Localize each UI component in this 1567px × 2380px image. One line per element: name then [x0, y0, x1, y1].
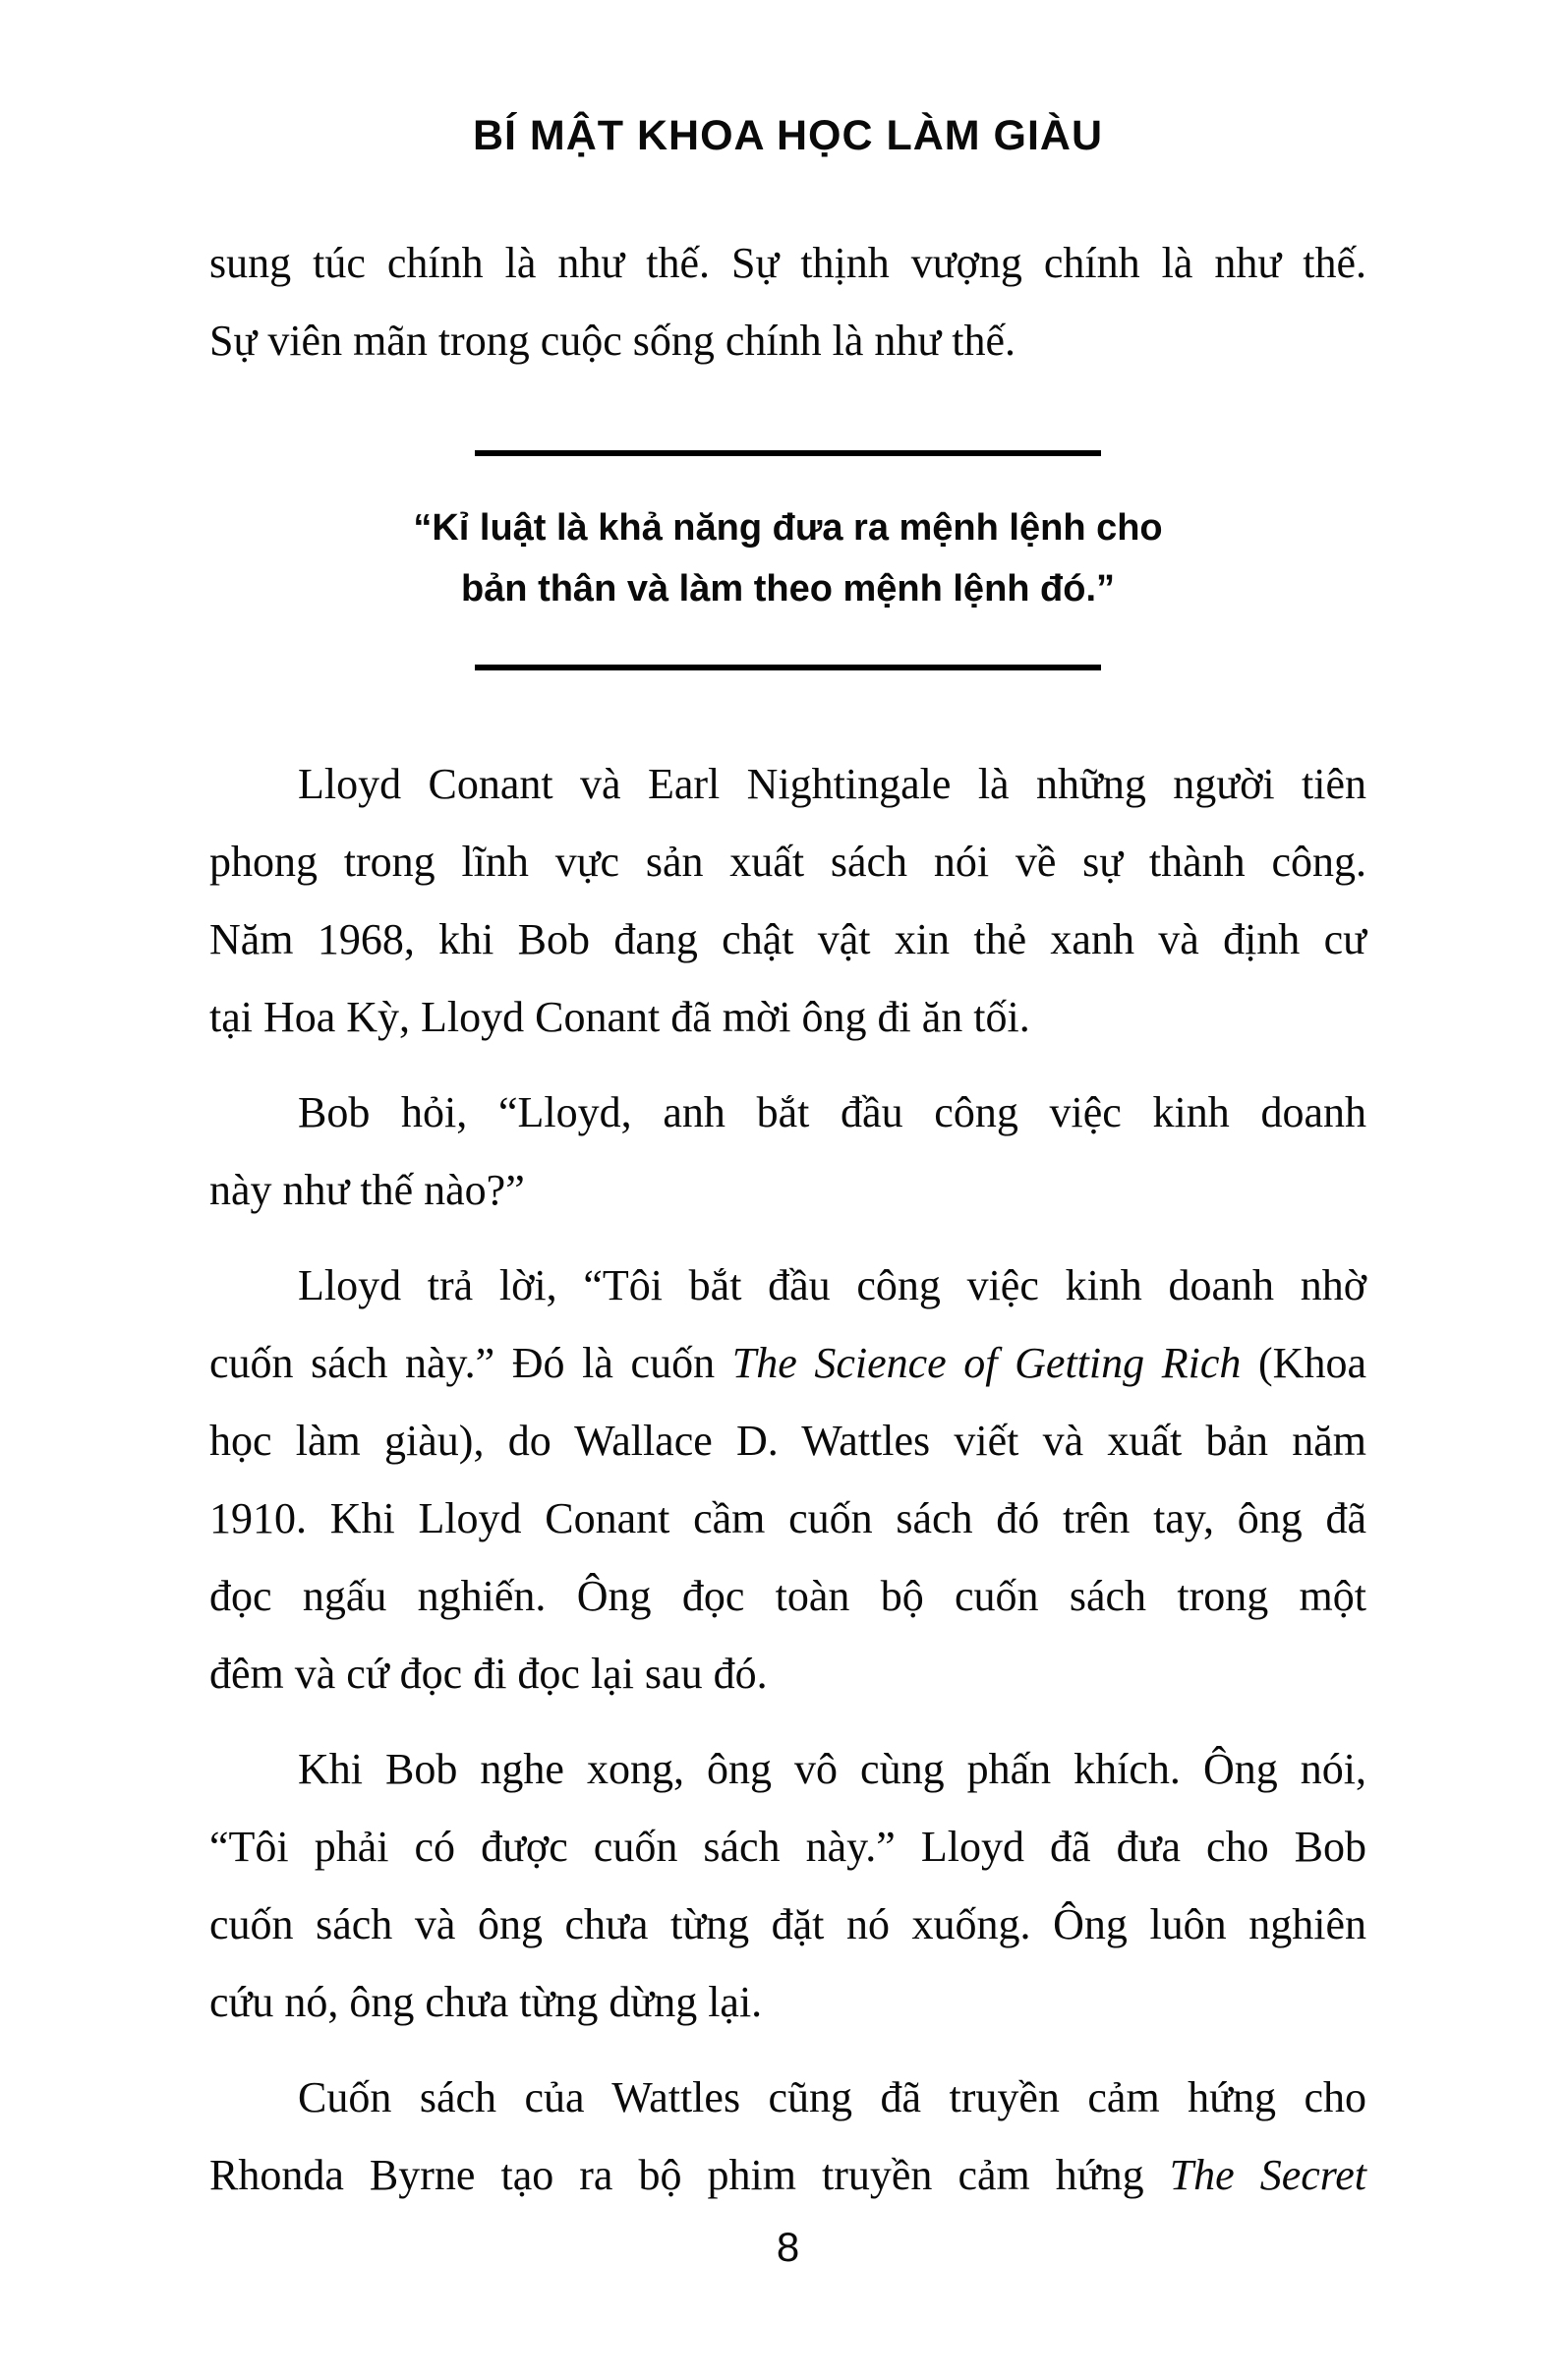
- text-segment: đọc ngấu nghiến. Ông đọc toàn bộ cuốn sách trong một: [209, 1572, 1366, 1620]
- pull-quote: [209, 497, 1366, 619]
- text-line: [209, 1730, 1366, 1808]
- text-segment: “Tôi phải có được cuốn sách này.” Lloyd đã đưa cho Bob: [209, 1823, 1366, 1871]
- text-segment: 1910. Khi Lloyd Conant cầm cuốn sách đó trên tay, ông đã: [209, 1494, 1366, 1542]
- text-line: [209, 1151, 1366, 1229]
- text-line: [209, 1324, 1366, 1402]
- text-segment: cứu nó, ông chưa từng dừng lại.: [209, 1978, 763, 2026]
- running-head-title: BÍ MẬT KHOA HỌC LÀM GIÀU: [472, 112, 1104, 159]
- text-line: [209, 1886, 1366, 1963]
- text-segment: Cuốn sách của Wattles cũng đã truyền cảm hứng cho: [298, 2073, 1366, 2121]
- paragraph: [209, 1074, 1366, 1229]
- text-segment: Lloyd trả lời, “Tôi bắt đầu công việc kinh doanh nhờ: [298, 1261, 1366, 1309]
- text-segment: Lloyd Conant và Earl Nightingale là những người tiên: [298, 760, 1366, 808]
- page-number: 8: [776, 2224, 800, 2270]
- text-line: [209, 1557, 1366, 1635]
- text-line: [209, 900, 1366, 978]
- text-segment: phong trong lĩnh vực sản xuất sách nói về sự thành công.: [209, 838, 1366, 886]
- text-segment: Bob hỏi, “Lloyd, anh bắt đầu công việc kinh doanh: [298, 1088, 1366, 1136]
- pull-quote-line: “Kỉ luật là khả năng đưa ra mệnh lệnh cho: [413, 507, 1163, 549]
- text-line: [209, 1402, 1366, 1480]
- text-line: [209, 1963, 1366, 2041]
- text-line: [209, 224, 1366, 302]
- quote-rule-top: [475, 450, 1101, 456]
- body-paragraphs-container: [209, 745, 1366, 2214]
- text-line: [209, 1480, 1366, 1557]
- italic-title-text: The Science of Getting Rich: [731, 1339, 1242, 1387]
- text-segment: (Khoa: [1241, 1339, 1366, 1387]
- text-segment: cuốn sách và ông chưa từng đặt nó xuống. Ông luôn nghiên: [209, 1900, 1366, 1948]
- text-line: [209, 2059, 1366, 2136]
- text-line: [209, 1074, 1366, 1151]
- text-line: [209, 978, 1366, 1056]
- quote-rule-bottom: [475, 665, 1101, 670]
- text-segment: Rhonda Byrne tạo ra bộ phim truyền cảm hứng: [209, 2151, 1170, 2199]
- text-line: [209, 1247, 1366, 1324]
- paragraph: [209, 745, 1366, 1056]
- opening-paragraph-container: [209, 224, 1366, 379]
- text-segment: này như thế nào?”: [209, 1166, 525, 1214]
- text-segment: Năm 1968, khi Bob đang chật vật xin thẻ xanh và định cư: [209, 915, 1366, 963]
- text-segment: tại Hoa Kỳ, Lloyd Conant đã mời ông đi ăn tối.: [209, 993, 1030, 1041]
- text-segment: Khi Bob nghe xong, ông vô cùng phấn khích. Ông nói,: [298, 1745, 1366, 1793]
- text-line: [209, 1635, 1366, 1712]
- paragraph: [209, 2059, 1366, 2214]
- text-line: [209, 745, 1366, 823]
- text-segment: cuốn sách này.” Đó là cuốn: [209, 1339, 732, 1387]
- paragraph: [209, 1247, 1366, 1712]
- pull-quote-line: bản thân và làm theo mệnh lệnh đó.”: [460, 568, 1116, 610]
- text-line: [209, 2136, 1366, 2214]
- text-line: [209, 302, 1366, 379]
- text-segment: sung túc chính là như thế. Sự thịnh vượng chính là như thế.: [209, 239, 1366, 287]
- paragraph: [209, 1730, 1366, 2041]
- text-segment: học làm giàu), do Wallace D. Wattles viết và xuất bản năm: [209, 1417, 1366, 1465]
- text-segment: Sự viên mãn trong cuộc sống chính là như thế.: [209, 317, 1016, 365]
- text-line: [209, 823, 1366, 900]
- paragraph: [209, 224, 1366, 379]
- text-segment: đêm và cứ đọc đi đọc lại sau đó.: [209, 1650, 768, 1698]
- text-line: [209, 1808, 1366, 1886]
- italic-title-text: The Secret: [1169, 2151, 1366, 2199]
